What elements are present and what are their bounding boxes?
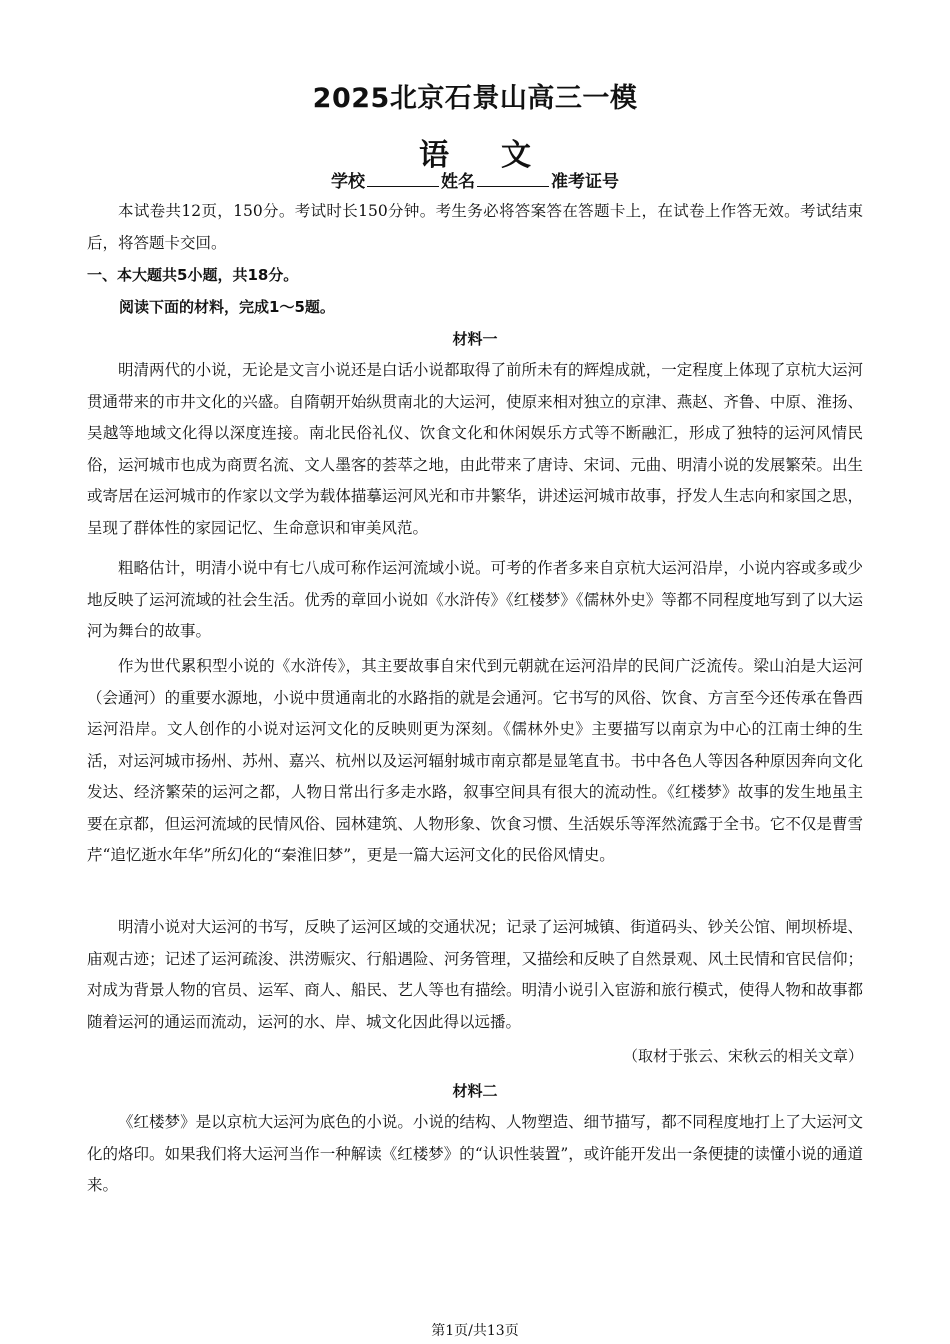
id-label: 准考证号: [551, 172, 619, 192]
section-instruction: 阅读下面的材料，完成1～5题。: [119, 298, 335, 316]
name-blank: [477, 172, 549, 187]
school-label: 学校: [331, 172, 365, 192]
material-one-paragraph: 明清小说对大运河的书写，反映了运河区域的交通状况；记录了运河城镇、街道码头、钞关公馆、闸坝桥堤、庙观古迹；记述了运河疏浚、洪涝赈灾、行船遇险、河务管理，又描绘和反映了自然景观、风土民情和官民信仰；对成为背景人物的官员、运军、商人、船民、艺人等也有描绘。明清小说引入宦游和旅行模式，使得人物和故事都随着运河的通运而流动，运河的水、岸、城文化因此得以远播。: [87, 918, 863, 1031]
exam-instructions: 本试卷共12页，150分。考试时长150分钟。考生务必将答案答在答题卡上，在试卷上作答无效。考试结束后，将答题卡交回。: [87, 202, 863, 252]
section-heading: 一、本大题共5小题，共18分。: [87, 266, 299, 284]
school-blank: [367, 172, 439, 187]
material-one-paragraph: 明清两代的小说，无论是文言小说还是白话小说都取得了前所未有的辉煌成就，一定程度上体现了京杭大运河贯通带来的市井文化的兴盛。自隋朝开始纵贯南北的大运河，使原来相对独立的京津、燕赵、齐鲁、中原、淮扬、吴越等地域文化得以深度连接。南北民俗礼仪、饮食文化和休闲娱乐方式等不断融汇，形成了独特的运河风情民俗，运河城市也成为商贾名流、文人墨客的荟萃之地，由此带来了唐诗、宋词、元曲、明清小说的发展繁荣。出生或寄居在运河城市的作家以文学为载体描摹运河风光和市井繁华，讲述运河城市故事，抒发人生志向和家国之思，呈现了群体性的家园记忆、生命意识和审美风范。: [87, 361, 863, 537]
material-two-heading: 材料二: [452, 1082, 498, 1100]
material-two-paragraph: 《红楼梦》是以京杭大运河为底色的小说。小说的结构、人物塑造、细节描写，都不同程度地打上了大运河文化的烙印。如果我们将大运河当作一种解读《红楼梦》的“认识性装置”，或许能开发出一条便捷的读懂小说的通道来。: [87, 1113, 863, 1194]
subject-title: 语文: [419, 138, 583, 173]
exam-title: 2025北京石景山高三一模: [312, 83, 638, 114]
student-info-line: [0, 167, 950, 192]
material-one-source: （取材于张云、宋秋云的相关文章）: [622, 1047, 863, 1065]
name-label: 姓名: [441, 172, 475, 192]
page-footer: 第1页/共13页: [431, 1323, 519, 1339]
material-one-paragraph: 作为世代累积型小说的《水浒传》，其主要故事自宋代到元朝就在运河沿岸的民间广泛流传。梁山泊是大运河（会通河）的重要水源地，小说中贯通南北的水路指的就是会通河。它书写的风俗、饮食、方言至今还传承在鲁西运河沿岸。文人创作的小说对运河文化的反映则更为深刻。《儒林外史》主要描写以南京为中心的江南士绅的生活，对运河城市扬州、苏州、嘉兴、杭州以及运河辐射城市南京都是显笔直书。书中各色人等因各种原因奔向文化发达、经济繁荣的运河之都，人物日常出行多走水路，叙事空间具有很大的流动性。《红楼梦》故事的发生地虽主要在京都，但运河流域的民情风俗、园林建筑、人物形象、饮食习惯、生活娱乐等浑然流露于全书。它不仅是曹雪芹“追忆逝水年华”所幻化的“秦淮旧梦”，更是一篇大运河文化的民俗风情史。: [87, 657, 863, 864]
material-one-paragraph: 粗略估计，明清小说中有七八成可称作运河流域小说。可考的作者多来自京杭大运河沿岸，小说内容或多或少地反映了运河流域的社会生活。优秀的章回小说如《水浒传》《红楼梦》《儒林外史》等都不同程度地写到了以大运河为舞台的故事。: [87, 559, 863, 640]
material-one-heading: 材料一: [452, 330, 498, 348]
